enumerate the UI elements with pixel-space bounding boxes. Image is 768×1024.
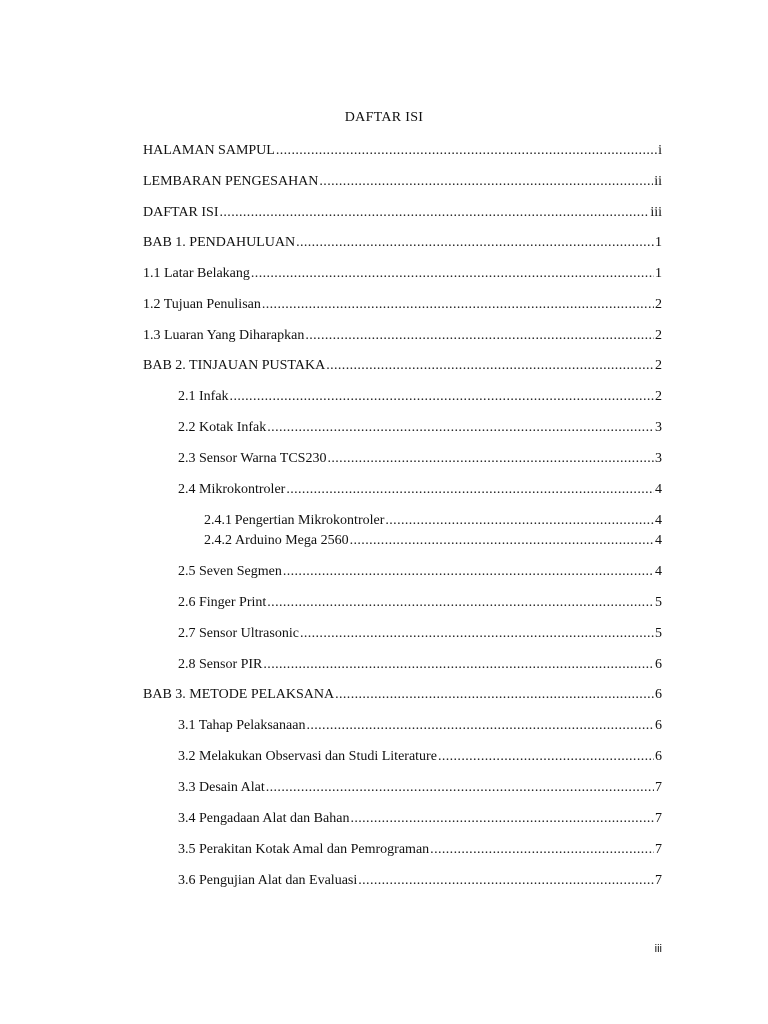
toc-entry bbox=[143, 327, 662, 345]
toc-entry bbox=[178, 748, 662, 766]
toc-entry bbox=[178, 563, 662, 581]
toc-entry-page: 5 bbox=[655, 595, 662, 610]
toc-entry-label: 1.2 Tujuan Penulisan bbox=[143, 297, 261, 312]
toc-entry-page: 4 bbox=[655, 564, 662, 579]
toc-entry-label: BAB 1. PENDAHULUAN bbox=[143, 235, 296, 250]
toc-entry-page: 2 bbox=[655, 389, 662, 404]
toc-entry bbox=[143, 357, 662, 375]
toc-dot-leader bbox=[283, 563, 654, 581]
toc-entry bbox=[178, 779, 662, 797]
toc-entry-page: 6 bbox=[655, 657, 662, 672]
toc-dot-leader bbox=[350, 532, 654, 550]
toc-entry-label: DAFTAR ISI bbox=[143, 205, 219, 220]
toc-dot-leader bbox=[267, 419, 654, 437]
toc-dot-leader bbox=[438, 748, 654, 766]
toc-entry-label: 2.5 Seven Segmen bbox=[178, 564, 282, 579]
toc-dot-leader bbox=[266, 779, 654, 797]
toc-entry-label: Pengertian Mikrokontroler bbox=[234, 513, 385, 528]
toc-entry bbox=[204, 532, 662, 550]
toc-entry-label: 1.1 Latar Belakang bbox=[143, 266, 250, 281]
toc-entry-page: 6 bbox=[655, 749, 662, 764]
toc-entry-page: 7 bbox=[655, 811, 662, 826]
toc-entry-label: 2.2 Kotak Infak bbox=[178, 420, 267, 435]
toc-dot-leader bbox=[251, 265, 654, 283]
toc-entry-page: iii bbox=[650, 205, 662, 220]
toc-entry bbox=[204, 512, 662, 530]
toc-entry-label: BAB 3. METODE PELAKSANA bbox=[143, 687, 335, 702]
toc-dot-leader bbox=[276, 142, 657, 160]
toc-entry-label: 3.3 Desain Alat bbox=[178, 780, 265, 795]
toc-entry bbox=[143, 204, 662, 222]
toc-dot-leader bbox=[262, 296, 654, 314]
toc-entry-page: 1 bbox=[655, 235, 662, 250]
toc-entry bbox=[178, 388, 662, 406]
toc-entry-label: 2.7 Sensor Ultrasonic bbox=[178, 626, 299, 641]
toc-entry-label: 3.4 Pengadaan Alat dan Bahan bbox=[178, 811, 350, 826]
toc-entry-label: LEMBARAN PENGESAHAN bbox=[143, 174, 319, 189]
toc-dot-leader bbox=[430, 841, 654, 859]
toc-dot-leader bbox=[358, 872, 654, 890]
toc-entry bbox=[178, 419, 662, 437]
toc-dot-leader bbox=[385, 512, 654, 530]
toc-entry-page: 4 bbox=[655, 533, 662, 548]
toc-entry-label: 3.2 Melakukan Observasi dan Studi Literature bbox=[178, 749, 437, 764]
toc-entry-page: 4 bbox=[655, 513, 662, 528]
toc-dot-leader bbox=[327, 450, 654, 468]
toc-entry-label: 1.3 Luaran Yang Diharapkan bbox=[143, 328, 305, 343]
toc-dot-leader bbox=[286, 481, 654, 499]
toc-dot-leader bbox=[263, 656, 654, 674]
toc-entry-label: HALAMAN SAMPUL bbox=[143, 143, 275, 158]
toc-entry-page: i bbox=[658, 143, 662, 158]
toc-entry-page: 5 bbox=[655, 626, 662, 641]
toc-entry-page: ii bbox=[654, 174, 662, 189]
toc-entry bbox=[178, 594, 662, 612]
toc-entry-page: 3 bbox=[655, 451, 662, 466]
toc-entry bbox=[178, 625, 662, 643]
toc-dot-leader bbox=[335, 686, 654, 704]
toc-entry-page: 7 bbox=[655, 842, 662, 857]
toc-entry bbox=[178, 841, 662, 859]
toc-entry bbox=[178, 810, 662, 828]
toc-entry-number: 2.4.1 bbox=[204, 513, 232, 528]
toc-entry-page: 4 bbox=[655, 482, 662, 497]
toc-entry-label: 2.1 Infak bbox=[178, 389, 229, 404]
toc-entry-label: 2.4 Mikrokontroler bbox=[178, 482, 286, 497]
toc-entry-label: 3.6 Pengujian Alat dan Evaluasi bbox=[178, 873, 358, 888]
toc-entry bbox=[143, 173, 662, 191]
toc-entry-label: 2.3 Sensor Warna TCS230 bbox=[178, 451, 327, 466]
toc-entry-label: Arduino Mega 2560 bbox=[235, 533, 349, 548]
toc-entry-label: 2.8 Sensor PIR bbox=[178, 657, 263, 672]
toc-dot-leader bbox=[306, 717, 654, 735]
toc-entry-number: 2.4.2 bbox=[204, 533, 232, 548]
toc-dot-leader bbox=[319, 173, 653, 191]
toc-dot-leader bbox=[350, 810, 654, 828]
toc-entry-page: 6 bbox=[655, 718, 662, 733]
toc-dot-leader bbox=[300, 625, 654, 643]
toc-entry bbox=[178, 872, 662, 890]
toc-entry bbox=[178, 450, 662, 468]
toc-entry-page: 7 bbox=[655, 780, 662, 795]
toc-entry bbox=[143, 265, 662, 283]
page-title: DAFTAR ISI bbox=[344, 110, 424, 125]
toc-entry-page: 7 bbox=[655, 873, 662, 888]
toc-entry-page: 3 bbox=[655, 420, 662, 435]
page-number: iii bbox=[654, 943, 662, 955]
toc-dot-leader bbox=[230, 388, 654, 406]
toc-entry-page: 2 bbox=[655, 297, 662, 312]
toc-entry-page: 2 bbox=[655, 358, 662, 373]
toc-entry-label: BAB 2. TINJAUAN PUSTAKA bbox=[143, 358, 326, 373]
toc-dot-leader bbox=[296, 234, 654, 252]
toc-entry-page: 1 bbox=[655, 266, 662, 281]
toc-entry-page: 2 bbox=[655, 328, 662, 343]
toc-entry bbox=[143, 686, 662, 704]
toc-entry bbox=[178, 481, 662, 499]
toc-entry bbox=[178, 656, 662, 674]
toc-dot-leader bbox=[305, 327, 654, 345]
toc-dot-leader bbox=[220, 204, 650, 222]
toc-entry bbox=[143, 142, 662, 160]
toc-entry-label: 2.6 Finger Print bbox=[178, 595, 267, 610]
toc-dot-leader bbox=[326, 357, 654, 375]
toc-entry bbox=[143, 296, 662, 314]
toc-entry bbox=[178, 717, 662, 735]
toc-entry-label: 3.1 Tahap Pelaksanaan bbox=[178, 718, 306, 733]
toc-dot-leader bbox=[267, 594, 654, 612]
toc-entry-page: 6 bbox=[655, 687, 662, 702]
toc-entry bbox=[143, 234, 662, 252]
toc-entry-label: 3.5 Perakitan Kotak Amal dan Pemrograman bbox=[178, 842, 430, 857]
